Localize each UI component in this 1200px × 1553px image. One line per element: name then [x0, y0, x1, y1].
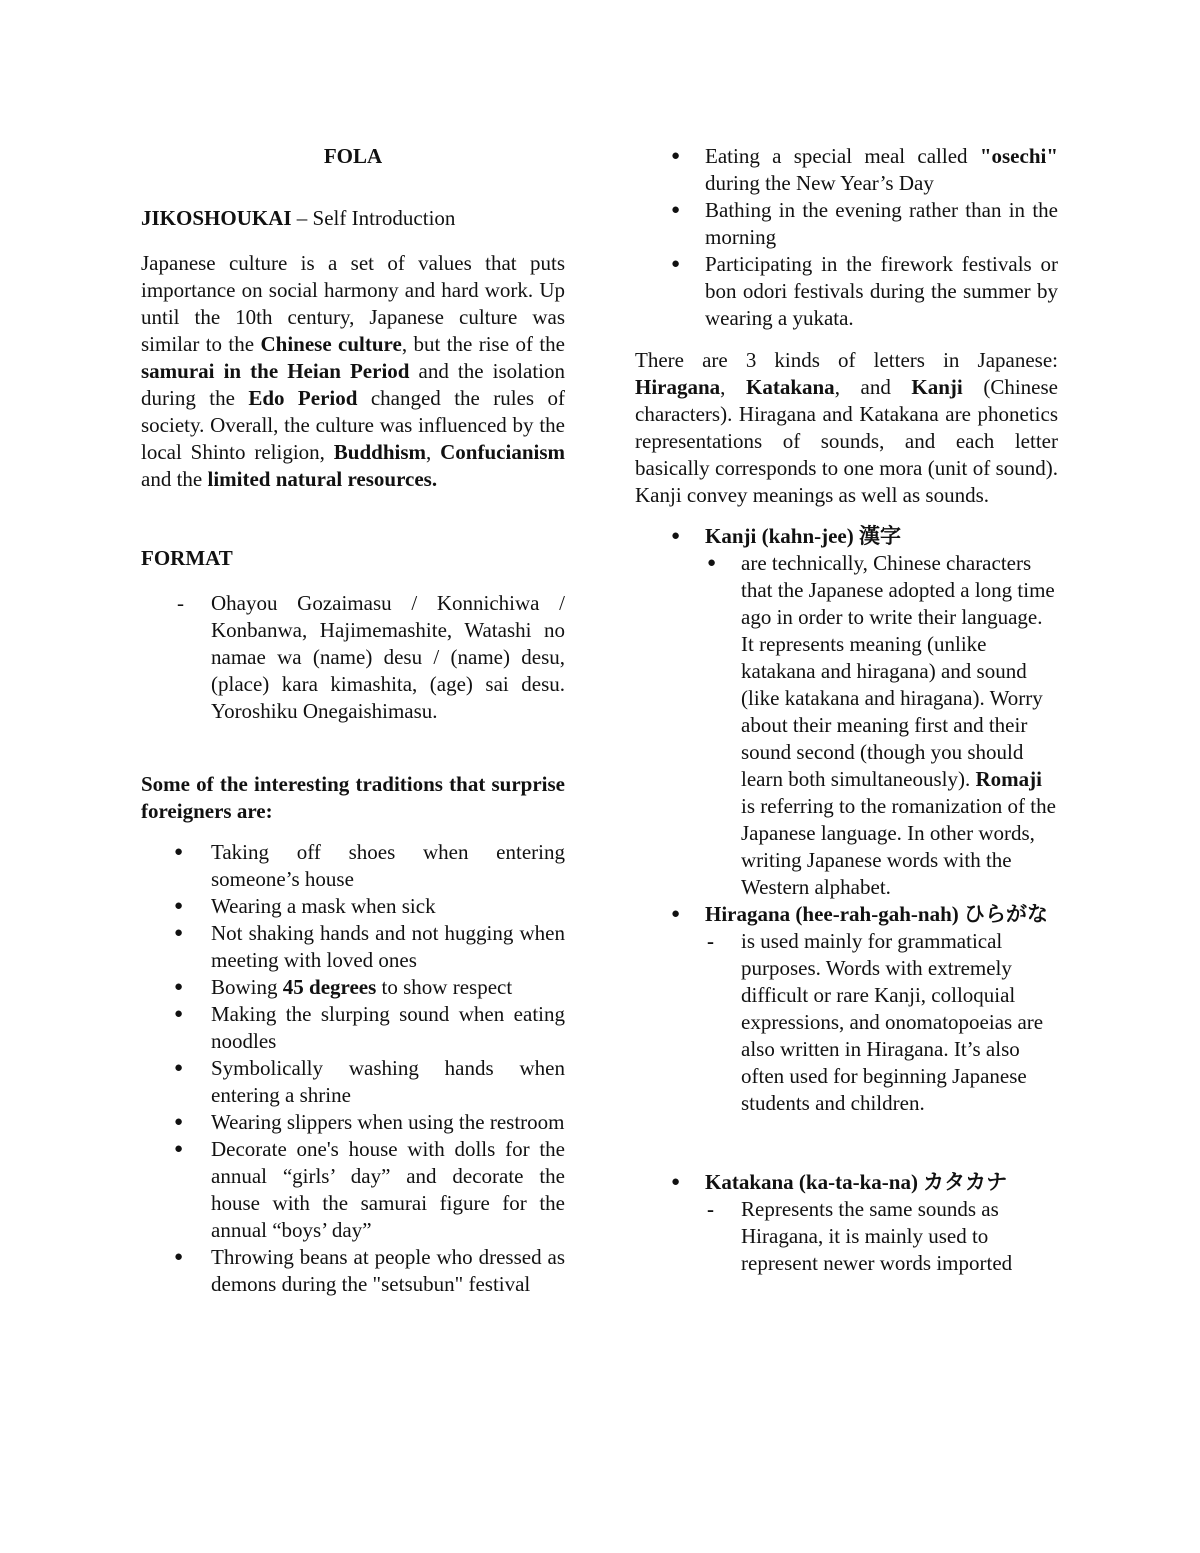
osechi-text-post: during the New Year’s Day — [705, 171, 934, 195]
culture-bold-samurai: samurai in the Heian Period — [141, 359, 410, 383]
list-item — [141, 974, 565, 1001]
osechi-bold: "osechi" — [979, 144, 1058, 168]
culture-text-1: Japanese culture is a set of values that puts importance on social harmony and hard work. Up until the 10th century, Japanese culture was similar to the — [141, 251, 565, 356]
culture-bold-buddhism: Buddhism — [333, 440, 427, 464]
katakana-title: Katakana (ka-ta-ka-na) カタカナ — [705, 1170, 1008, 1194]
hiragana-title: Hiragana (hee-rah-gah-nah) ひらがな — [705, 902, 1048, 926]
list-item: ● Throwing beans at people who dressed as demons during the "setsubun" festival — [141, 1244, 565, 1298]
culture-bold-confucianism: Confucianism — [440, 440, 565, 464]
list-item: ● Wearing a mask when sick — [141, 893, 565, 920]
traditions-list-continued — [635, 143, 1058, 332]
list-item: ● Bathing in the evening rather than in the morning — [635, 197, 1058, 251]
list-item: ● Participating in the firework festivals or bon odori festivals during the summer by wearing a yukata. — [635, 251, 1058, 332]
letters-text-1: There are 3 kinds of letters in Japanese: — [635, 348, 1058, 372]
osechi-text: Eating a special meal called — [705, 144, 980, 168]
list-item: ● Wearing slippers when using the restroom — [141, 1109, 565, 1136]
letters-text-2: , — [720, 375, 746, 399]
katakana-sublist — [705, 1196, 1058, 1277]
culture-text-6: and the — [141, 467, 208, 491]
hiragana-item — [635, 901, 1058, 1169]
katakana-item — [635, 1169, 1058, 1277]
letters-bold-hiragana: Hiragana — [635, 375, 721, 399]
kanji-sublist — [705, 550, 1058, 901]
right-column — [635, 143, 1058, 1277]
bowing-text: Bowing — [211, 975, 283, 999]
list-item: ● Not shaking hands and not hugging when meeting with loved ones — [141, 920, 565, 974]
traditions-list — [141, 839, 565, 1298]
hiragana-description: - is used mainly for grammatical purposes. Words with extremely difficult or rare Kanji, colloquial expressions, and onomatopoeias are also written in Hiragana. It’s also often used for beginning Japanese students and children. — [705, 928, 1058, 1117]
letters-text-4: (Chinese characters). Hiragana and Katakana are phonetics representations of sounds, and each letter basically corresponds to one mora (unit of sound). Kanji convey meanings as well as sounds. — [635, 375, 1058, 507]
culture-text-2: , but the rise of the — [401, 332, 565, 356]
kanji-description — [705, 550, 1058, 901]
intro-heading-rest: – Self Introduction — [291, 206, 456, 230]
document-title: FOLA — [323, 144, 383, 168]
culture-bold-resources: limited natural resources. — [207, 467, 438, 491]
list-item: ● Symbolically washing hands when entering a shrine — [141, 1055, 565, 1109]
culture-paragraph — [141, 250, 565, 493]
kanji-desc-text: are technically, Chinese characters that the Japanese adopted a long time ago in order to write their language. It represents meaning (unlike katakana and hiragana) and sound (like katakana and hiragana). Worry about their meaning first and their sound second (though you should learn both simultaneously). — [741, 551, 1055, 791]
letters-text-3: , and — [834, 375, 912, 399]
list-item: ● Decorate one's house with dolls for the annual “girls’ day” and decorate the house with the samurai figure for the annual “boys’ day” — [141, 1136, 565, 1244]
list-item — [635, 143, 1058, 197]
romaji-bold: Romaji — [975, 767, 1042, 791]
hiragana-sublist — [705, 928, 1058, 1117]
format-item: - Ohayou Gozaimasu / Konnichiwa / Konbanwa, Hajimemashite, Watashi no namae wa (name) desu / (name) desu, (place) kara kimashita, (age) sai desu. Yoroshiku Onegaishimasu. — [141, 590, 565, 725]
intro-heading-line — [141, 205, 565, 232]
traditions-heading: Some of the interesting traditions that surprise foreigners are: — [141, 772, 565, 823]
culture-text-3: and the isolation during the — [141, 359, 565, 410]
letters-bold-katakana: Katakana — [746, 375, 835, 399]
letter-types-list — [635, 523, 1058, 1277]
intro-heading: JIKOSHOUKAI — [141, 206, 292, 230]
culture-text-5: , — [426, 440, 441, 464]
letters-paragraph — [635, 347, 1058, 509]
list-item: ● Taking off shoes when entering someone’s house — [141, 839, 565, 893]
culture-bold-edo: Edo Period — [248, 386, 358, 410]
list-item: ● Making the slurping sound when eating noodles — [141, 1001, 565, 1055]
format-heading: FORMAT — [141, 546, 233, 570]
bowing-text-post: to show respect — [376, 975, 513, 999]
kanji-item — [635, 523, 1058, 901]
katakana-description: - Represents the same sounds as Hiragana, it is mainly used to represent newer words imported — [705, 1196, 1058, 1277]
format-list — [141, 590, 565, 725]
kanji-title: Kanji (kahn-jee) 漢字 — [705, 524, 901, 548]
culture-text-4: changed the rules of society. Overall, the culture was influenced by the local Shinto religion, — [141, 386, 566, 464]
kanji-desc-text-post: is referring to the romanization of the Japanese language. In other words, writing Japanese words with the Western alphabet. — [741, 794, 1056, 899]
culture-bold-chinese: Chinese culture — [260, 332, 402, 356]
letters-bold-kanji: Kanji — [911, 375, 963, 399]
bowing-bold: 45 degrees — [282, 975, 377, 999]
left-column — [141, 143, 565, 1298]
